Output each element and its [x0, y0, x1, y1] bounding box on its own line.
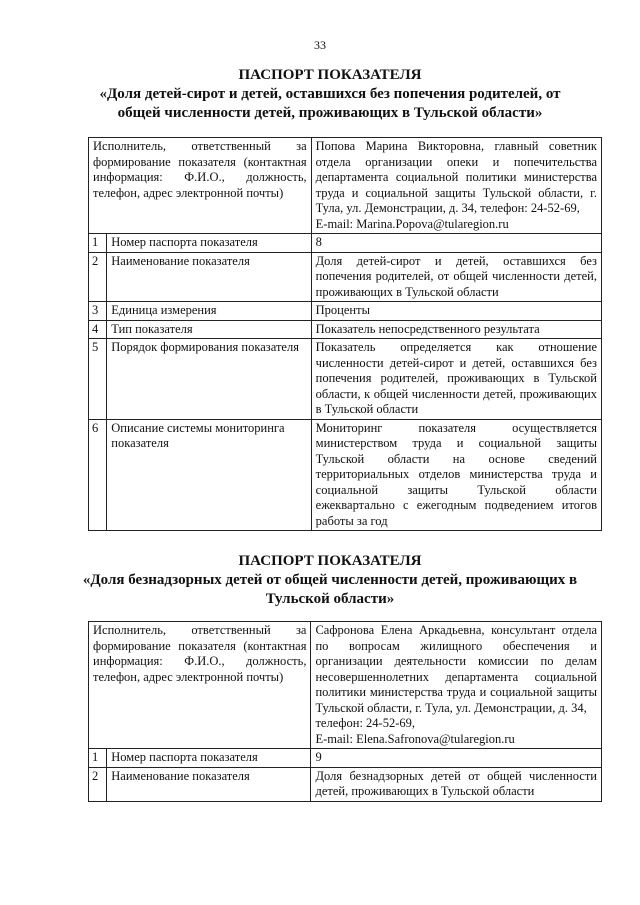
row-value: 9 — [311, 749, 602, 768]
row-number: 1 — [89, 234, 107, 253]
row-value: Мониторинг показателя осуществляется министерством труда и социальной защиты Тульской области на основе сведений территориальных отделов министерства труда и социальной защиты Тульской области ежеквартально с ежегодным подведением итогов работы за год — [311, 419, 601, 531]
table-row — [89, 252, 602, 302]
row-number: 1 — [89, 749, 107, 768]
row-value: Доля детей-сирот и детей, оставшихся без попечения родителей, от общей численности детей, проживающих в Тульской области — [311, 252, 601, 302]
executor-value: Попова Марина Викторовна, главный советник отдела организации опеки и попечительства департамента социальной политики министерства труда и социальной защиты Тульской области, г. Тула, ул. Демонстрации, д. 34, телефон: 24-52-69, — [315, 139, 597, 215]
table-row — [89, 302, 602, 321]
table-row — [89, 320, 602, 339]
row-label: Единица измерения — [107, 302, 311, 321]
passport1-subtitle-line1: «Доля детей-сирот и детей, оставшихся без попечения родителей, от — [99, 86, 561, 102]
row-value: Проценты — [311, 302, 601, 321]
row-value: 8 — [311, 234, 601, 253]
row-label: Наименование показателя — [107, 252, 311, 302]
row-number: 5 — [89, 339, 107, 420]
passport2-table — [88, 621, 602, 802]
table-row — [89, 339, 602, 420]
row-label: Номер паспорта показателя — [107, 749, 311, 768]
table-row — [89, 234, 602, 253]
row-label: Тип показателя — [107, 320, 311, 339]
table-row — [89, 749, 602, 768]
row-label: Номер паспорта показателя — [107, 234, 311, 253]
row-value: Доля безнадзорных детей от общей численности детей, проживающих в Тульской области — [311, 767, 602, 801]
table-row — [89, 622, 602, 749]
row-label: Наименование показателя — [107, 767, 311, 801]
executor-email: E-mail: Marina.Popova@tularegion.ru — [315, 216, 509, 231]
row-number: 2 — [89, 252, 107, 302]
executor-email: E-mail: Elena.Safronova@tularegion.ru — [315, 731, 515, 746]
row-number: 2 — [89, 767, 107, 801]
row-value: Показатель определяется как отношение численности детей-сирот и детей, оставшихся без попечения родителей, проживающих в Тульской области, к общей численности детей, проживающих в Тульской области — [311, 339, 601, 420]
passport2-heading — [70, 552, 590, 609]
passport1-table — [88, 137, 602, 531]
executor-label: Исполнитель, ответственный за формирование показателя (контактная информация: Ф.И.О., должность, телефон, адрес электронной почты) — [89, 138, 312, 234]
row-label: Описание системы мониторинга показателя — [107, 419, 311, 531]
executor-value-cell — [311, 622, 602, 749]
executor-value: Сафронова Елена Аркадьевна, консультант отдела по вопросам жилищного обеспечения и организации деятельности комиссии по делам несовершеннолетних департамента социальной политики министерства труда и социальной защиты Тульской области, г. Тула, ул. Демонстрации, д. 34, — [315, 623, 597, 715]
passport2-subtitle-line2: Тульской области» — [265, 591, 395, 607]
passport2-title: ПАСПОРТ ПОКАЗАТЕЛЯ — [238, 553, 422, 569]
table-row — [89, 767, 602, 801]
row-number: 4 — [89, 320, 107, 339]
row-label: Порядок формирования показателя — [107, 339, 311, 420]
row-value: Показатель непосредственного результата — [311, 320, 601, 339]
passport1-title: ПАСПОРТ ПОКАЗАТЕЛЯ — [238, 67, 422, 83]
row-number: 6 — [89, 419, 107, 531]
executor-phone: телефон: 24-52-69, — [315, 716, 416, 730]
passport1-heading — [70, 66, 590, 123]
executor-value-cell — [311, 138, 601, 234]
passport1-subtitle-line2: общей численности детей, проживающих в Тульской области» — [117, 105, 543, 121]
executor-label: Исполнитель, ответственный за формирование показателя (контактная информация: Ф.И.О., должность, телефон, адрес электронной почты) — [89, 622, 311, 749]
passport2-subtitle-line1: «Доля безнадзорных детей от общей численности детей, проживающих в — [82, 572, 578, 588]
table-row — [89, 419, 602, 531]
table-row — [89, 138, 602, 234]
page-number: 33 — [314, 38, 326, 52]
row-number: 3 — [89, 302, 107, 321]
